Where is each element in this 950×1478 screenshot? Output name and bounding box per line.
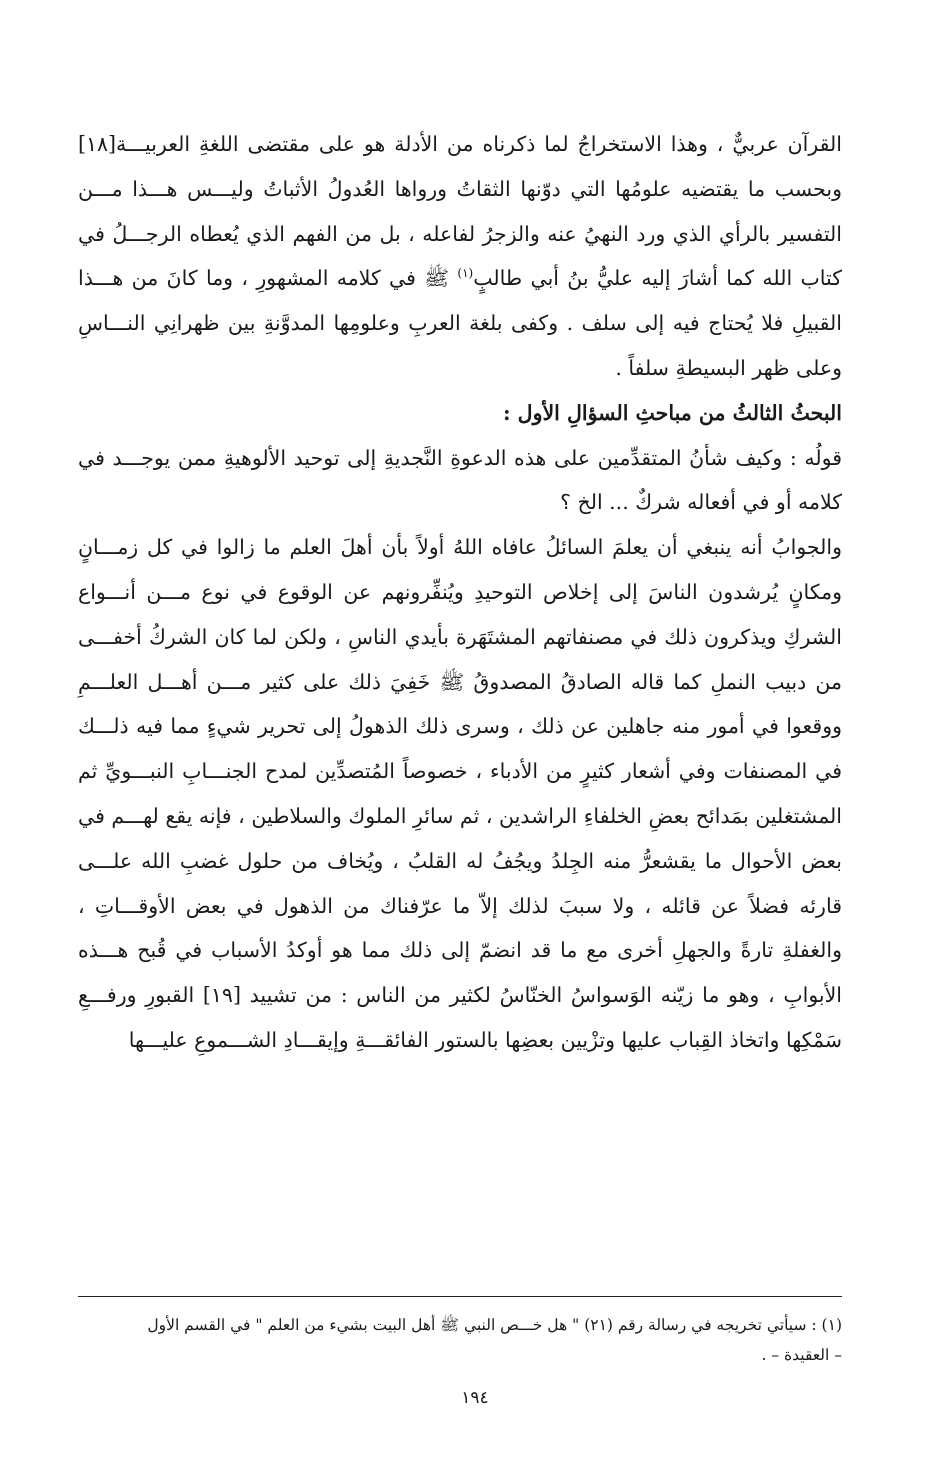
footnote-marker: (١) <box>457 266 474 281</box>
answer-paragraph: والجوابُ أنه ينبغي أن يعلمَ السائلُ عافاه اللهُ أولاً بأن أهلَ العلم ما زالوا في كل زمـــانٍ ومكانٍ يُرشدون الناسَ إلى إخلاص التوحيدِ ويُنفِّرونهم عن الوقوع في نوع مـــن أنـــواع الشركِ ويذكرون ذلك في مصنفاتهم المشتَهَرة بأيدي الناسِ ، ولكن لما كان الشركُ أخفـــى من دبيب النملِ كما قاله الصادقُ المصدوقُ ﷺ خَفِيَ ذلك على كثير مـــن أهـــل العلـــمِ ووقعوا في أمور منه جاهلين عن ذلك ، وسرى ذلك الذهولُ إلى تحرير شيءٍ مما فيه ذلـــك في المصنفات وفي أشعار كثيرٍ من الأدباء ، خصوصاً المُتصدِّين لمدح الجنـــابِ النبـــويِّ ثم المشتغلين بمَدائح بعضِ الخلفاءِ الراشدين ، ثم سائرِ الملوك والسلاطين ، فإنه يقع لهـــم في بعض الأحوال ما يقشعرُّ منه الجِلدُ ويجُفُ له القلبُ ، ويُخاف من حلول غضبِ الله علـــى قارئه فضلاً عن قائله ، ولا سببَ لذلك إلاّ ما عرّفناك من الذهول في بعض الأوقـــاتِ ، والغفلةِ تارةً والجهلِ أخرى مع ما قد انضمّ إلى ذلك مما هو أوكدُ الأسباب في قُبح هـــذه الأبوابِ ، وهو ما زيّنه الوَسواسُ الخنّاسُ لكثير من الناس : من تشييد [١٩] القبورِ ورفـــعِ سَمْكِها واتخاذ القِباب عليها وتزْيين بعضِها بالستور الفائقـــةِ وإيقـــادِ الشـــموعِ عليـــها <box>78 535 843 1052</box>
footnote-line: – العقيدة – . <box>761 1346 842 1364</box>
footnote-divider <box>78 1296 842 1297</box>
paragraph-continuation: القرآن عربيٌّ ، وهذا الاستخراجُ لما ذكرناه من الأدلة هو على مقتضى اللغةِ العربيـــة[١٨] وبحسب ما يقتضيه علومُها التي دوّنها الثقاتُ ورواها العُدولُ الأثباتُ وليـــس هـــذا مـــن التفسير بالرأي الذي ورد النهيُ عنه والزجرُ لفاعله ، بل من الفهم الذي يُعطاه الرجـــلُ في كتاب الله كما أشارَ إليه عليُّ بنُ أبي طالبٍ$^{(١)}$ ﷺ في كلامه المشهورِ ، وما كانَ من هـــذا القبيلِ فلا يُحتاج فيه إلى سلف . وكفى بلغة العربِ وعلومِها المدوَّنةِ بين ظهرانِي النـــاسِ وعلى ظهر البسيطةِ سلفاً . <box>78 132 842 380</box>
main-text <box>78 122 842 1063</box>
footnote-line: (١) : سيأتي تخريجه في رسالة رقم (٢١) " هل خـــص النبي ﷺ أهل البيت بشيء من العلم " في القسم الأول <box>147 1316 842 1334</box>
section-heading: البحثُ الثالثُ من مباحثِ السؤالِ الأول : <box>502 400 842 425</box>
page-number: ١٩٤ <box>461 1388 489 1408</box>
question-paragraph: قولُه : وكيف شأنُ المتقدِّمين على هذه الدعوةِ النَّجديةِ إلى توحيد الألوهيةِ ممن يوجـــد في كلامه أو في أفعاله شركٌ ... الخ ؟ <box>78 445 842 515</box>
footnote <box>78 1310 842 1370</box>
